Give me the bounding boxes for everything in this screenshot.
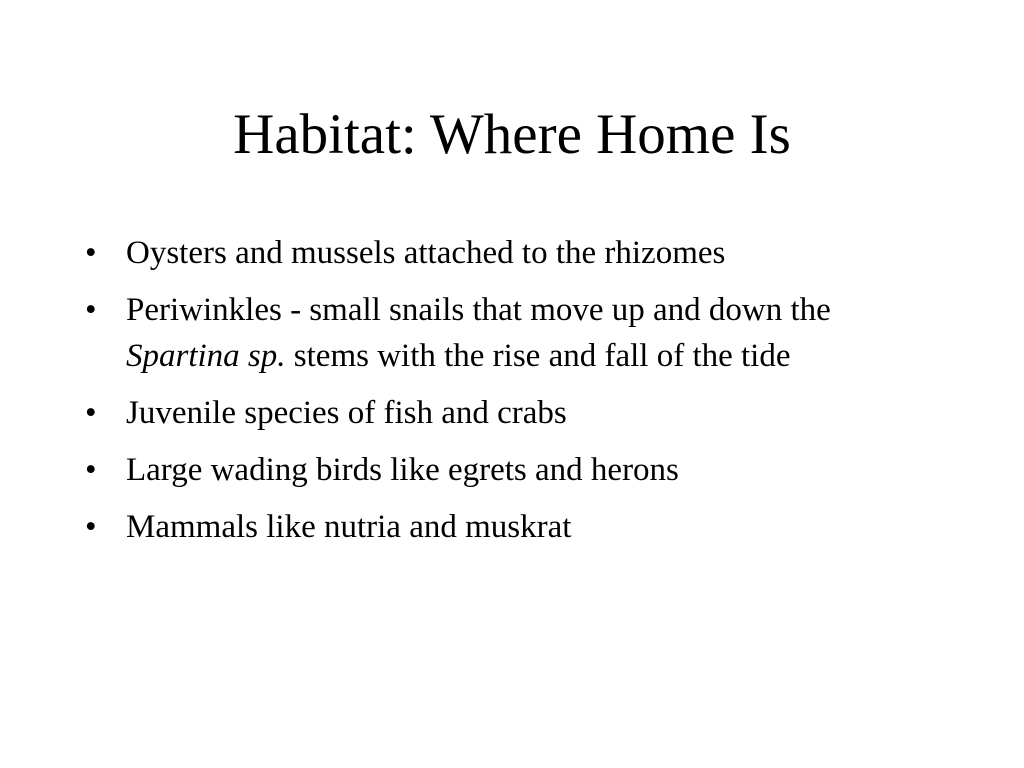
slide-title: Habitat: Where Home Is <box>233 103 791 166</box>
bullet-item-periwinkles <box>85 287 945 379</box>
bullet-item-oysters <box>85 230 945 276</box>
bullet-item-juvenile-species <box>85 390 945 436</box>
bullet-item-wading-birds <box>85 447 945 493</box>
bullet-text: Mammals like nutria and muskrat <box>126 509 572 545</box>
bullet-text: Oysters and mussels attached to the rhizomes <box>126 235 726 271</box>
bullet-icon: • <box>85 452 97 488</box>
bullet-text: Large wading birds like egrets and herons <box>126 452 679 488</box>
species-name: Spartina sp. <box>126 338 286 374</box>
bullet-icon: • <box>85 509 97 545</box>
bullet-icon: • <box>85 235 97 271</box>
bullet-text-end: stems with the rise and fall of the tide <box>285 338 791 374</box>
bullet-text: Juvenile species of fish and crabs <box>126 395 567 431</box>
bullet-icon: • <box>85 395 97 431</box>
bullet-list <box>85 230 945 561</box>
bullet-text-start: Periwinkles - small snails that move up and down the <box>126 292 831 328</box>
bullet-icon: • <box>85 292 97 328</box>
bullet-item-mammals <box>85 504 945 550</box>
